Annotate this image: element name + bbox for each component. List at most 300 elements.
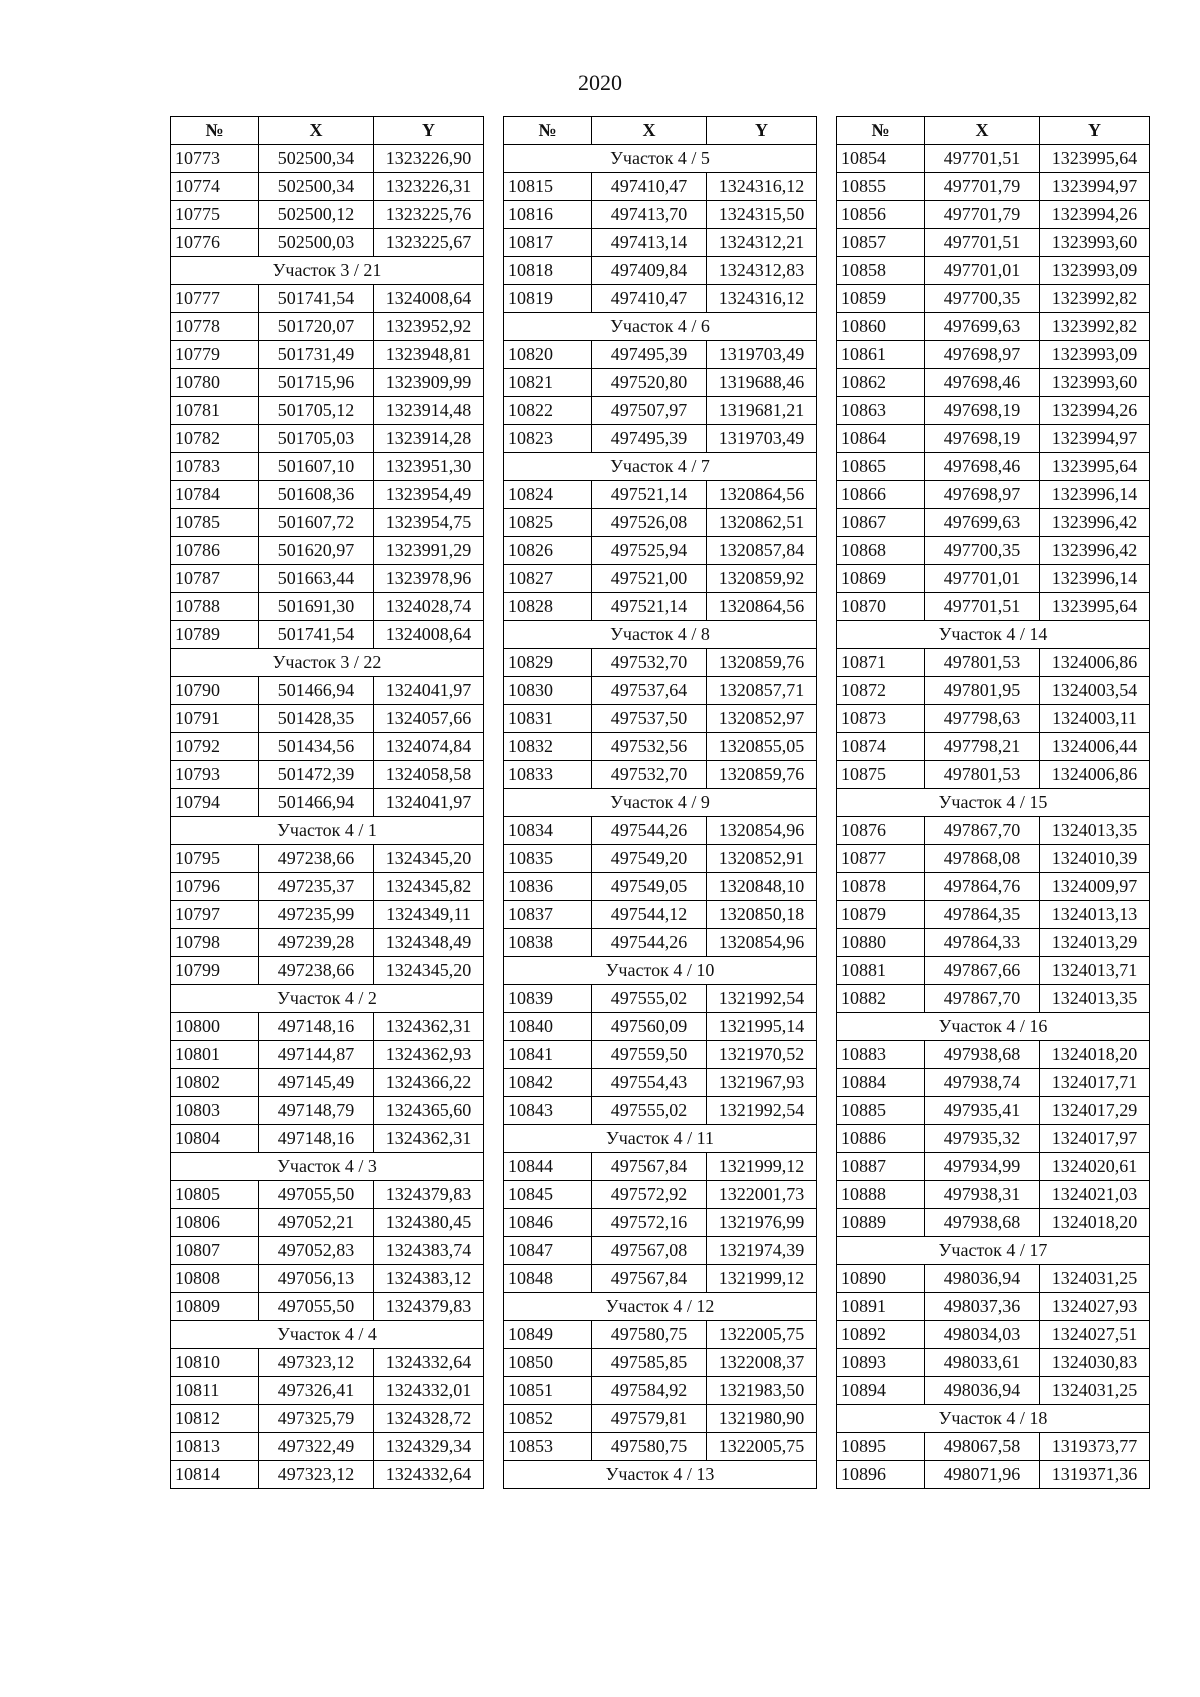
point-number: 10871 [837, 649, 925, 677]
table-row [837, 313, 1150, 341]
y-coordinate: 1323914,28 [374, 425, 484, 453]
y-coordinate: 1323996,14 [1040, 481, 1150, 509]
table-row [837, 145, 1150, 173]
table-row [171, 1293, 484, 1321]
y-coordinate: 1323978,96 [374, 565, 484, 593]
y-coordinate: 1323994,97 [1040, 173, 1150, 201]
y-coordinate: 1321976,99 [707, 1209, 817, 1237]
table-row [504, 733, 817, 761]
point-number: 10833 [504, 761, 592, 789]
y-coordinate: 1324027,93 [1040, 1293, 1150, 1321]
x-coordinate: 498067,58 [925, 1433, 1040, 1461]
section-row [171, 1321, 484, 1349]
section-row [504, 621, 817, 649]
table-row [504, 705, 817, 733]
point-number: 10859 [837, 285, 925, 313]
y-coordinate: 1324006,86 [1040, 761, 1150, 789]
point-number: 10850 [504, 1349, 592, 1377]
y-coordinate: 1324074,84 [374, 733, 484, 761]
x-coordinate: 497526,08 [592, 509, 707, 537]
x-coordinate: 497056,13 [259, 1265, 374, 1293]
x-coordinate: 497413,14 [592, 229, 707, 257]
x-coordinate: 501741,54 [259, 285, 374, 313]
table-row [504, 1321, 817, 1349]
point-number: 10845 [504, 1181, 592, 1209]
table-row [504, 1041, 817, 1069]
table-row [837, 733, 1150, 761]
point-number: 10811 [171, 1377, 259, 1405]
table-row [837, 1069, 1150, 1097]
x-coordinate: 497867,66 [925, 957, 1040, 985]
point-number: 10890 [837, 1265, 925, 1293]
table-row [171, 397, 484, 425]
y-coordinate: 1319703,49 [707, 341, 817, 369]
y-coordinate: 1324013,13 [1040, 901, 1150, 929]
section-row [504, 313, 817, 341]
x-coordinate: 497537,64 [592, 677, 707, 705]
y-coordinate: 1324380,45 [374, 1209, 484, 1237]
table-row [837, 817, 1150, 845]
y-coordinate: 1324008,64 [374, 285, 484, 313]
y-coordinate: 1322001,73 [707, 1181, 817, 1209]
point-number: 10851 [504, 1377, 592, 1405]
y-coordinate: 1323993,09 [1040, 257, 1150, 285]
section-row [504, 145, 817, 173]
table-row [171, 733, 484, 761]
y-coordinate: 1323226,90 [374, 145, 484, 173]
section-title: Участок 4 / 8 [504, 621, 817, 649]
section-title: Участок 4 / 15 [837, 789, 1150, 817]
point-number: 10801 [171, 1041, 259, 1069]
y-coordinate: 1324316,12 [707, 285, 817, 313]
y-coordinate: 1323993,09 [1040, 341, 1150, 369]
table-row [837, 677, 1150, 705]
table-header-row [837, 117, 1150, 145]
point-number: 10876 [837, 817, 925, 845]
y-coordinate: 1320864,56 [707, 481, 817, 509]
x-coordinate: 497555,02 [592, 985, 707, 1013]
section-row [171, 985, 484, 1013]
section-title: Участок 4 / 11 [504, 1125, 817, 1153]
table-row [504, 229, 817, 257]
point-number: 10892 [837, 1321, 925, 1349]
x-coordinate: 497555,02 [592, 1097, 707, 1125]
header-x: X [592, 117, 707, 145]
table-row [837, 481, 1150, 509]
section-title: Участок 3 / 21 [171, 257, 484, 285]
table-row [171, 313, 484, 341]
y-coordinate: 1324006,86 [1040, 649, 1150, 677]
point-number: 10808 [171, 1265, 259, 1293]
point-number: 10822 [504, 397, 592, 425]
x-coordinate: 501741,54 [259, 621, 374, 649]
table-row [837, 901, 1150, 929]
x-coordinate: 501428,35 [259, 705, 374, 733]
table-row [171, 565, 484, 593]
table-row [504, 817, 817, 845]
table-row [171, 1265, 484, 1293]
y-coordinate: 1324362,31 [374, 1013, 484, 1041]
y-coordinate: 1323951,30 [374, 453, 484, 481]
table-row [837, 537, 1150, 565]
y-coordinate: 1323992,82 [1040, 313, 1150, 341]
y-coordinate: 1321970,52 [707, 1041, 817, 1069]
point-number: 10786 [171, 537, 259, 565]
table-row [837, 565, 1150, 593]
y-coordinate: 1324031,25 [1040, 1265, 1150, 1293]
y-coordinate: 1324383,12 [374, 1265, 484, 1293]
y-coordinate: 1324030,83 [1040, 1349, 1150, 1377]
point-number: 10880 [837, 929, 925, 957]
table-row [171, 369, 484, 397]
point-number: 10785 [171, 509, 259, 537]
point-number: 10799 [171, 957, 259, 985]
point-number: 10782 [171, 425, 259, 453]
x-coordinate: 497698,19 [925, 425, 1040, 453]
x-coordinate: 501466,94 [259, 677, 374, 705]
x-coordinate: 497572,16 [592, 1209, 707, 1237]
point-number: 10823 [504, 425, 592, 453]
table-row [837, 453, 1150, 481]
header-y: Y [1040, 117, 1150, 145]
x-coordinate: 497935,32 [925, 1125, 1040, 1153]
point-number: 10834 [504, 817, 592, 845]
x-coordinate: 497701,01 [925, 257, 1040, 285]
x-coordinate: 497567,84 [592, 1265, 707, 1293]
point-number: 10829 [504, 649, 592, 677]
point-number: 10820 [504, 341, 592, 369]
y-coordinate: 1324058,58 [374, 761, 484, 789]
point-number: 10775 [171, 201, 259, 229]
x-coordinate: 498036,94 [925, 1265, 1040, 1293]
x-coordinate: 497698,97 [925, 481, 1040, 509]
y-coordinate: 1324009,97 [1040, 873, 1150, 901]
y-coordinate: 1323992,82 [1040, 285, 1150, 313]
table-row [171, 1125, 484, 1153]
point-number: 10840 [504, 1013, 592, 1041]
x-coordinate: 497521,14 [592, 593, 707, 621]
table-row [504, 1405, 817, 1433]
x-coordinate: 497532,70 [592, 761, 707, 789]
point-number: 10870 [837, 593, 925, 621]
point-number: 10806 [171, 1209, 259, 1237]
x-coordinate: 497701,79 [925, 201, 1040, 229]
x-coordinate: 502500,34 [259, 145, 374, 173]
coordinate-table-1 [170, 116, 484, 1489]
y-coordinate: 1323954,75 [374, 509, 484, 537]
x-coordinate: 497326,41 [259, 1377, 374, 1405]
table-row [504, 1433, 817, 1461]
point-number: 10868 [837, 537, 925, 565]
x-coordinate: 497867,70 [925, 817, 1040, 845]
y-coordinate: 1323995,64 [1040, 145, 1150, 173]
table-row [837, 1097, 1150, 1125]
y-coordinate: 1324349,11 [374, 901, 484, 929]
x-coordinate: 501620,97 [259, 537, 374, 565]
x-coordinate: 497938,74 [925, 1069, 1040, 1097]
header-x: X [259, 117, 374, 145]
x-coordinate: 497525,94 [592, 537, 707, 565]
point-number: 10776 [171, 229, 259, 257]
x-coordinate: 501434,56 [259, 733, 374, 761]
point-number: 10889 [837, 1209, 925, 1237]
y-coordinate: 1323225,67 [374, 229, 484, 257]
y-coordinate: 1323225,76 [374, 201, 484, 229]
point-number: 10864 [837, 425, 925, 453]
table-row [171, 509, 484, 537]
y-coordinate: 1320854,96 [707, 817, 817, 845]
x-coordinate: 497544,12 [592, 901, 707, 929]
y-coordinate: 1321992,54 [707, 1097, 817, 1125]
x-coordinate: 497325,79 [259, 1405, 374, 1433]
section-row [504, 1293, 817, 1321]
table-row [837, 285, 1150, 313]
point-number: 10813 [171, 1433, 259, 1461]
y-coordinate: 1324329,34 [374, 1433, 484, 1461]
y-coordinate: 1320859,76 [707, 761, 817, 789]
table-row [504, 1069, 817, 1097]
point-number: 10869 [837, 565, 925, 593]
table-row [837, 593, 1150, 621]
table-row [837, 1265, 1150, 1293]
point-number: 10891 [837, 1293, 925, 1321]
y-coordinate: 1323995,64 [1040, 453, 1150, 481]
table-row [504, 509, 817, 537]
section-title: Участок 4 / 5 [504, 145, 817, 173]
point-number: 10810 [171, 1349, 259, 1377]
table-row [504, 873, 817, 901]
x-coordinate: 497801,53 [925, 649, 1040, 677]
header-y: Y [707, 117, 817, 145]
x-coordinate: 497801,53 [925, 761, 1040, 789]
point-number: 10857 [837, 229, 925, 257]
table-row [171, 1377, 484, 1405]
x-coordinate: 498037,36 [925, 1293, 1040, 1321]
section-title: Участок 4 / 18 [837, 1405, 1150, 1433]
x-coordinate: 497323,12 [259, 1461, 374, 1489]
point-number: 10856 [837, 201, 925, 229]
table-row [171, 229, 484, 257]
point-number: 10884 [837, 1069, 925, 1097]
x-coordinate: 497584,92 [592, 1377, 707, 1405]
table-row [504, 481, 817, 509]
table-row [837, 1293, 1150, 1321]
point-number: 10814 [171, 1461, 259, 1489]
y-coordinate: 1321967,93 [707, 1069, 817, 1097]
point-number: 10821 [504, 369, 592, 397]
table-row [837, 1125, 1150, 1153]
x-coordinate: 497549,05 [592, 873, 707, 901]
x-coordinate: 501663,44 [259, 565, 374, 593]
y-coordinate: 1323996,42 [1040, 509, 1150, 537]
x-coordinate: 497410,47 [592, 285, 707, 313]
y-coordinate: 1324017,71 [1040, 1069, 1150, 1097]
x-coordinate: 497698,46 [925, 369, 1040, 397]
y-coordinate: 1322005,75 [707, 1321, 817, 1349]
x-coordinate: 498033,61 [925, 1349, 1040, 1377]
point-number: 10879 [837, 901, 925, 929]
table-row [504, 201, 817, 229]
x-coordinate: 497537,50 [592, 705, 707, 733]
x-coordinate: 501608,36 [259, 481, 374, 509]
x-coordinate: 501607,10 [259, 453, 374, 481]
x-coordinate: 497235,99 [259, 901, 374, 929]
table-row [171, 145, 484, 173]
y-coordinate: 1321999,12 [707, 1153, 817, 1181]
point-number: 10872 [837, 677, 925, 705]
table-row [837, 985, 1150, 1013]
x-coordinate: 497144,87 [259, 1041, 374, 1069]
table-row [504, 1349, 817, 1377]
table-row [504, 1181, 817, 1209]
table-row [837, 369, 1150, 397]
table-row [171, 1097, 484, 1125]
point-number: 10895 [837, 1433, 925, 1461]
y-coordinate: 1323909,99 [374, 369, 484, 397]
point-number: 10853 [504, 1433, 592, 1461]
x-coordinate: 502500,12 [259, 201, 374, 229]
x-coordinate: 502500,03 [259, 229, 374, 257]
table-row [837, 1377, 1150, 1405]
table-row [171, 1181, 484, 1209]
y-coordinate: 1323996,14 [1040, 565, 1150, 593]
x-coordinate: 501691,30 [259, 593, 374, 621]
y-coordinate: 1323994,97 [1040, 425, 1150, 453]
page-number: 2020 [578, 70, 622, 95]
point-number: 10791 [171, 705, 259, 733]
point-number: 10841 [504, 1041, 592, 1069]
y-coordinate: 1324348,49 [374, 929, 484, 957]
x-coordinate: 497148,16 [259, 1013, 374, 1041]
point-number: 10849 [504, 1321, 592, 1349]
table-row [504, 1209, 817, 1237]
point-number: 10844 [504, 1153, 592, 1181]
table-row [837, 1349, 1150, 1377]
y-coordinate: 1324041,97 [374, 789, 484, 817]
y-coordinate: 1323993,60 [1040, 229, 1150, 257]
point-number: 10826 [504, 537, 592, 565]
table-row [171, 173, 484, 201]
y-coordinate: 1324332,64 [374, 1349, 484, 1377]
table-row [837, 1041, 1150, 1069]
y-coordinate: 1320857,71 [707, 677, 817, 705]
table-row [171, 1069, 484, 1097]
x-coordinate: 497585,85 [592, 1349, 707, 1377]
section-row [837, 1405, 1150, 1433]
table-row [504, 425, 817, 453]
point-number: 10854 [837, 145, 925, 173]
y-coordinate: 1322008,37 [707, 1349, 817, 1377]
table-row [837, 957, 1150, 985]
point-number: 10773 [171, 145, 259, 173]
table-row [171, 1041, 484, 1069]
y-coordinate: 1321983,50 [707, 1377, 817, 1405]
x-coordinate: 497055,50 [259, 1293, 374, 1321]
x-coordinate: 502500,34 [259, 173, 374, 201]
header-number: № [837, 117, 925, 145]
table-row [504, 1377, 817, 1405]
y-coordinate: 1324316,12 [707, 173, 817, 201]
point-number: 10787 [171, 565, 259, 593]
y-coordinate: 1320862,51 [707, 509, 817, 537]
x-coordinate: 497698,19 [925, 397, 1040, 425]
point-number: 10780 [171, 369, 259, 397]
x-coordinate: 497798,21 [925, 733, 1040, 761]
header-number: № [171, 117, 259, 145]
point-number: 10778 [171, 313, 259, 341]
x-coordinate: 497798,63 [925, 705, 1040, 733]
y-coordinate: 1324006,44 [1040, 733, 1150, 761]
x-coordinate: 497413,70 [592, 201, 707, 229]
y-coordinate: 1324312,21 [707, 229, 817, 257]
y-coordinate: 1324031,25 [1040, 1377, 1150, 1405]
x-coordinate: 497235,37 [259, 873, 374, 901]
point-number: 10846 [504, 1209, 592, 1237]
header-y: Y [374, 117, 484, 145]
point-number: 10862 [837, 369, 925, 397]
x-coordinate: 497145,49 [259, 1069, 374, 1097]
y-coordinate: 1321974,39 [707, 1237, 817, 1265]
x-coordinate: 497238,66 [259, 845, 374, 873]
x-coordinate: 497148,79 [259, 1097, 374, 1125]
table-row [171, 1461, 484, 1489]
section-title: Участок 4 / 14 [837, 621, 1150, 649]
point-number: 10803 [171, 1097, 259, 1125]
table-row [504, 1153, 817, 1181]
x-coordinate: 501705,12 [259, 397, 374, 425]
point-number: 10843 [504, 1097, 592, 1125]
table-row [504, 341, 817, 369]
point-number: 10777 [171, 285, 259, 313]
point-number: 10797 [171, 901, 259, 929]
table-row [504, 649, 817, 677]
point-number: 10882 [837, 985, 925, 1013]
y-coordinate: 1320852,97 [707, 705, 817, 733]
x-coordinate: 497544,26 [592, 817, 707, 845]
y-coordinate: 1323954,49 [374, 481, 484, 509]
point-number: 10894 [837, 1377, 925, 1405]
x-coordinate: 497698,97 [925, 341, 1040, 369]
point-number: 10818 [504, 257, 592, 285]
x-coordinate: 497867,70 [925, 985, 1040, 1013]
table-row [837, 1181, 1150, 1209]
y-coordinate: 1324315,50 [707, 201, 817, 229]
point-number: 10838 [504, 929, 592, 957]
table-row [837, 1461, 1150, 1489]
x-coordinate: 497521,00 [592, 565, 707, 593]
x-coordinate: 497938,31 [925, 1181, 1040, 1209]
y-coordinate: 1324057,66 [374, 705, 484, 733]
y-coordinate: 1324345,20 [374, 957, 484, 985]
y-coordinate: 1324379,83 [374, 1293, 484, 1321]
table-row [171, 705, 484, 733]
table-row [171, 1433, 484, 1461]
y-coordinate: 1319688,46 [707, 369, 817, 397]
point-number: 10873 [837, 705, 925, 733]
x-coordinate: 501715,96 [259, 369, 374, 397]
point-number: 10796 [171, 873, 259, 901]
y-coordinate: 1324312,83 [707, 257, 817, 285]
table-row [837, 1321, 1150, 1349]
point-number: 10790 [171, 677, 259, 705]
table-row [504, 173, 817, 201]
table-row [171, 341, 484, 369]
point-number: 10877 [837, 845, 925, 873]
section-title: Участок 4 / 4 [171, 1321, 484, 1349]
section-title: Участок 4 / 9 [504, 789, 817, 817]
table-row [171, 201, 484, 229]
y-coordinate: 1324345,20 [374, 845, 484, 873]
